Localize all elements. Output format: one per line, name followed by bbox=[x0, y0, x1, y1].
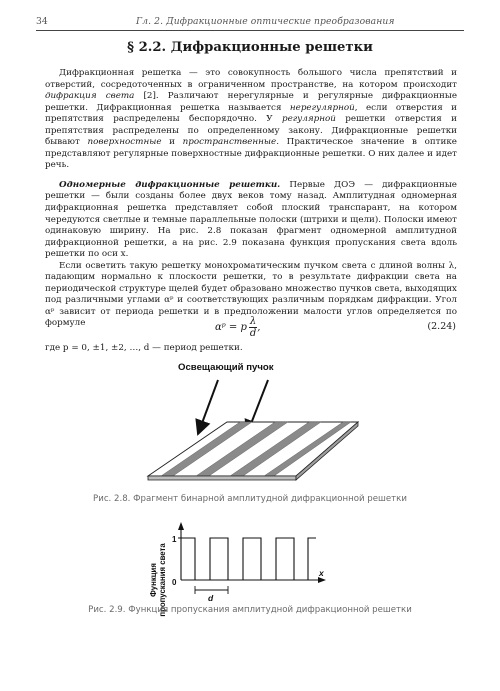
paragraph-2: Одномерные дифракционные решетки. Первые ДОЭ — дифракционные решетки — были созданы более двух веков тому назад. Амплитудная одномерная дифракционная решетка представляет собой плоский транспарант, на котором чередуются светлые и темные параллельные полоски (штрихи и щели). Полоски имеют одинаковую ширину. На рис. 2.8 показан фрагмент одномерной амплитудной дифракционной решетки, а на рис. 2.9 показана функция пропускания света вдоль решетки по оси x. bbox=[45, 179, 457, 260]
figure-2-8-grating bbox=[0, 362, 500, 490]
y-axis-label-line2: пропускания света bbox=[158, 543, 167, 617]
formula-fraction: $\frac{\lambda}{d}$ bbox=[249, 316, 257, 339]
transmission-square-wave bbox=[181, 538, 316, 580]
paragraph-1: Дифракционная решетка — это совокупность большого числа препятствий и отверстий, сосредоточенных в ограниченном пространстве, на котором происходит дифракция света [2]. Различают нерегулярные и регулярные дифракционные решетки. Дифракционная решетка называется нерегулярной, если отверстия и препятствия распределены беспорядочно. У регулярной решетки отверстия и препятствия распределены по определенному закону. Дифракционные решетки бывают поверхностные и пространственные. Практическое значение в оптике представляют регулярные поверхностные дифракционные решетки. О них далее и идет речь. bbox=[45, 68, 458, 171]
plate-front-edge bbox=[148, 476, 296, 480]
figure-2-9-caption: Рис. 2.9. Функция пропускания амплитудной дифракционной решетки bbox=[88, 605, 412, 615]
term-irregular: нерегулярной bbox=[289, 102, 355, 113]
term-regular: регулярной bbox=[281, 114, 336, 125]
beam-label: Освещающий пучок bbox=[178, 362, 274, 373]
x-axis-label: x bbox=[319, 568, 324, 578]
formula-expression: αᵖ = p $\frac{\lambda}{d}$ , bbox=[215, 316, 261, 339]
section-title: § 2.2. Дифракционные решетки bbox=[127, 40, 373, 55]
y-tick-zero: 0 bbox=[172, 578, 177, 587]
figure-2-8-caption: Рис. 2.8. Фрагмент бинарной амплитудной дифракционной решетки bbox=[93, 494, 407, 504]
y-axis-label-line1: Функция bbox=[149, 563, 158, 597]
formula-2-24 bbox=[0, 308, 500, 338]
figure-2-9-transmission bbox=[0, 518, 500, 618]
body-text-top bbox=[45, 68, 457, 330]
paragraph-3: Если осветить такую решетку монохроматическим пучком света с длиной волны λ, падающим нормально к плоскости решетки, то в результате дифракции света на периодической структуре щелей будет образовано множество пучков света, выходящих под различными углами αᵖ и соответствующих различным порядкам дифракции. Угол αᵖ зависит от периода решетки и в предположении малости углов определяется по формуле bbox=[45, 260, 457, 329]
term-diffraction: дифракция света bbox=[45, 91, 135, 102]
term-volume: пространственные bbox=[182, 137, 277, 148]
term-surface: поверхностные bbox=[87, 137, 162, 148]
page-number: 34 bbox=[36, 16, 48, 27]
y-tick-one: 1 bbox=[172, 535, 177, 544]
running-header bbox=[36, 14, 464, 31]
y-axis-arrow bbox=[178, 522, 184, 530]
running-title: Гл. 2. Дифракционные оптические преобразования bbox=[136, 16, 395, 27]
equation-number: (2.24) bbox=[427, 321, 456, 332]
paragraph-2-lead: Одномерные дифракционные решетки. bbox=[59, 179, 281, 190]
period-label: d bbox=[208, 593, 214, 603]
after-formula-text: где p = 0, ±1, ±2, …, d — период решетки. bbox=[45, 343, 243, 353]
beam-arrow-left bbox=[198, 380, 218, 434]
